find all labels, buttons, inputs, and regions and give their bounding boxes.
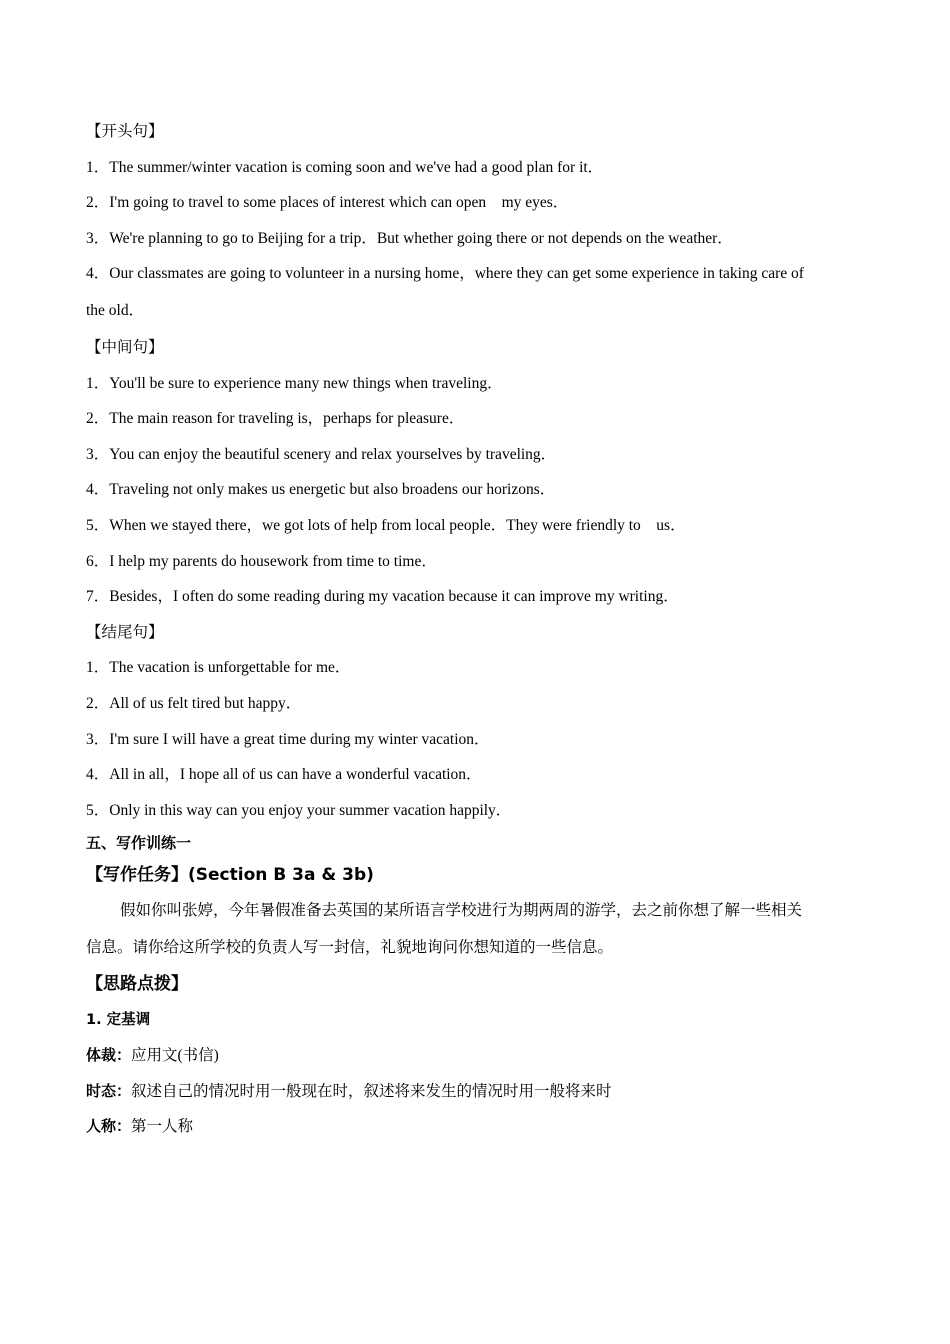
thinking-tips-title: 【思路点拨】 — [86, 974, 188, 995]
person-row — [86, 1109, 876, 1145]
tense-label: 时态： — [86, 1081, 132, 1100]
writing-task-title: 【写作任务】(Section B 3a & 3b) — [86, 865, 374, 886]
tense-row — [86, 1074, 876, 1110]
ending-sentence-5: 5．Only in this way can you enjoy your summer vacation happily． — [86, 801, 512, 819]
opening-sentences-heading: 【开头句】 — [86, 123, 164, 140]
person-value: 第一人称 — [131, 1118, 194, 1136]
writing-practice-section-title: 五、写作训练一 — [86, 834, 192, 853]
middle-sentence-6: 6．I help my parents do housework from time to time． — [86, 552, 437, 570]
opening-sentence-2: 2．I'm going to travel to some places of interest which can open my eyes． — [86, 194, 569, 212]
middle-sentence-2: 2．The main reason for traveling is，perhaps for pleasure． — [86, 410, 465, 428]
opening-sentence-3: 3．We're planning to go to Beijing for a trip．But whether going there or not depends on the weather． — [86, 229, 733, 247]
middle-sentence-7: 7．Besides，I often do some reading during my vacation because it can improve my writing． — [86, 588, 679, 606]
opening-sentence-4-line1: 4．Our classmates are going to volunteer in a nursing home，where they can get some experience in taking care of — [86, 265, 804, 283]
writing-task-text-line2: 信息。请你给这所学校的负责人写一封信，礼貌地询问你想知道的一些信息。 — [86, 939, 614, 957]
ending-sentences-heading: 【结尾句】 — [86, 623, 164, 641]
opening-sentence-4-line2: the old． — [86, 301, 145, 319]
document-page — [86, 114, 876, 1145]
genre-row — [86, 1038, 876, 1074]
step1-heading: 1. 定基调 — [86, 1012, 151, 1029]
middle-sentence-3: 3．You can enjoy the beautiful scenery and relax yourselves by traveling． — [86, 445, 557, 463]
person-label: 人称： — [86, 1117, 132, 1136]
ending-sentence-3: 3．I'm sure I will have a great time during my winter vacation． — [86, 730, 490, 748]
genre-label: 体裁： — [86, 1046, 132, 1065]
genre-value: 应用文(书信) — [131, 1047, 219, 1065]
middle-sentence-5: 5．When we stayed there，we got lots of help from local people．They were friendly to us． — [86, 516, 686, 534]
ending-sentence-1: 1．The vacation is unforgettable for me． — [86, 659, 351, 677]
middle-sentence-4: 4．Traveling not only makes us energetic but also broadens our horizons． — [86, 481, 556, 499]
middle-sentence-1: 1．You'll be sure to experience many new things when traveling． — [86, 374, 503, 392]
tense-value: 叙述自己的情况时用一般现在时，叙述将来发生的情况时用一般将来时 — [131, 1082, 612, 1100]
writing-task-text-line1: 假如你叫张婷，今年暑假准备去英国的某所语言学校进行为期两周的游学，去之前你想了解一些相关 — [120, 902, 803, 920]
opening-sentence-1: 1．The summer/winter vacation is coming soon and we've had a good plan for it． — [86, 158, 604, 176]
ending-sentence-2: 2．All of us felt tired but happy． — [86, 694, 302, 712]
middle-sentences-heading: 【中间句】 — [86, 338, 164, 356]
ending-sentence-4: 4．All in all，I hope all of us can have a wonderful vacation． — [86, 766, 482, 784]
